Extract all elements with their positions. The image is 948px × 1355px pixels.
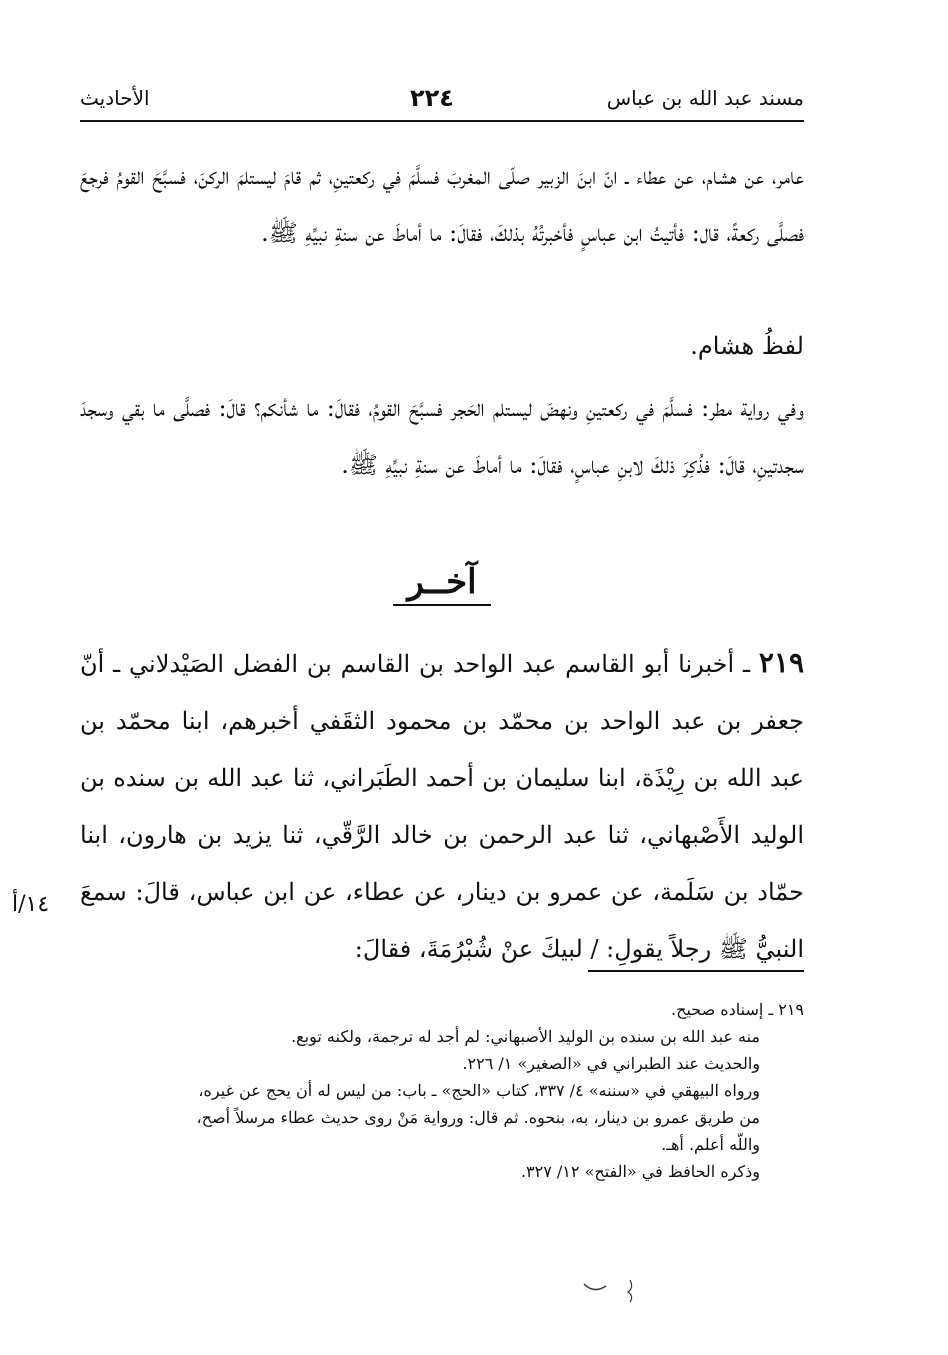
paragraph-2: لفظُ هشام. <box>690 332 804 360</box>
header-book-title: مسند عبد الله بن عباس <box>606 86 804 110</box>
header-section-title: الأحاديث <box>80 86 150 110</box>
footnote-line: وذكره الحافظ في «الفتح» ١٢/ ٣٢٧. <box>520 1162 760 1181</box>
footnote-line: ٢١٩ ـ إسناده صحيح. <box>671 1000 804 1019</box>
paragraph-4 <box>80 634 804 978</box>
footnote-line: واللّه أعلم. أهـ. <box>661 1135 760 1154</box>
divider-text: آخــر <box>393 562 490 606</box>
footnote-line: من طريق عمرو بن دينار، به، بنحوه. ثم قال: ورواية مَنْ روى حديث عطاء مرسلاً أصح، <box>196 1108 760 1127</box>
header-rule <box>80 120 804 122</box>
margin-reference: ١٤/أ <box>12 892 50 917</box>
paragraph-3: وفي رواية مطر: فسلَّمَ في ركعتينِ ونهضَ ليستلم الحَجر فسبَّحَ القومُ، فقالَ: ما شأنكم؟ قالَ: فصلَّى ما بقي وسجدَ سجدتينِ، قالَ: فذُكِرَ ذلكَ لابنِ عباسٍ، فقالَ: ما أماطَ عن سنةِ نبيِّهِ ﷺ. <box>80 394 804 479</box>
hadith-text: ـ أخبرنا أبو القاسم عبد الواحد بن القاسم بن الفضل الصَيْدلاني ـ أنّ جعفر بن عبد الواحد بن محمّد بن محمود الثقَفي أخبرهم، ابنا محمّد بن عبد الله بن رِيْذَة، ابنا سليمان بن أحمد الطَبَراني، ثنا عبد الله بن سنده بن الوليد الأَصْبهاني، ثنا عبد الرحمن بن خالد الرَّقّي، ثنا يزيد بن هارون، ابنا حمّاد بن سَلَمة، عن عمرو بن دينار، عن عطاء، عن ابن عباس، قالَ: سمعَ النبيُّ ﷺ رجلاً يقولِ: / لبيكَ عنْ شُبْرُمَةَ، فقالَ: <box>80 650 804 963</box>
running-header <box>80 80 804 116</box>
footnote-line: ورواه البيهقي في «سننه» ٤/ ٣٣٧، كتاب «الحج» ـ باب: من ليس له أن يحج عن غيره، <box>198 1081 760 1100</box>
hadith-number: ٢١٩ <box>758 646 804 679</box>
footnotes <box>80 996 804 1185</box>
paragraph-1: عامر، عن هشام، عن عطاء ـ انّ ابنَ الزبير صلّى المغربَ فسلَّمَ في ركعتينِ، ثم قامَ ليستلمَ الركنَ، فسبَّحَ القومُ فرجعَ فصلَّى ركعةً، قال: فأتيتُ ابن عباسٍ فأخبرتُهُ بذلكَ، فقالَ: ما أماطَ عن سنةِ نبيِّهِ ﷺ. <box>80 162 804 247</box>
footnote-line: والحديث عند الطبراني في «الصغير» ١/ ٢٢٦. <box>462 1054 760 1073</box>
page-number: ٢٢٤ <box>410 84 454 112</box>
footnote-line: منه عبد الله بن سنده بن الوليد الأصبهاني: لم أجد له ترجمة، ولكنه توبع. <box>291 1027 760 1046</box>
footnote-rule <box>588 970 804 972</box>
section-divider-title <box>80 562 804 602</box>
printer-mark-icon <box>582 1276 642 1306</box>
